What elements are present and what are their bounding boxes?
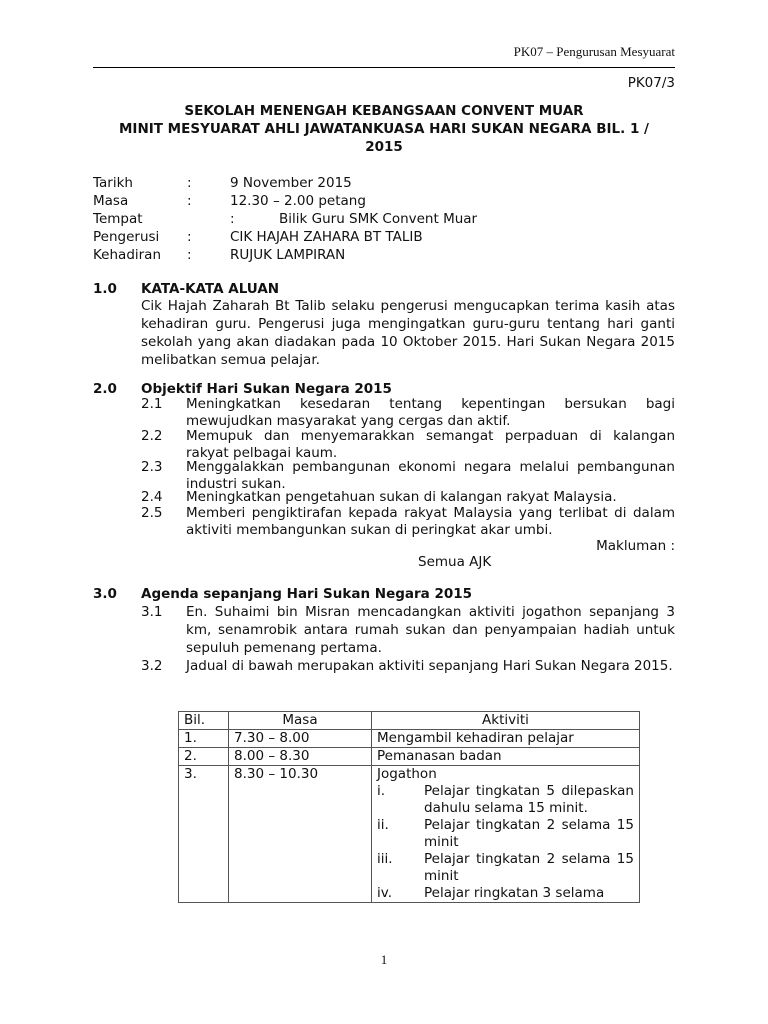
table-cell-masa: 8.30 – 10.30 [229,766,372,903]
list-item-text: Pelajar ringkatan 3 selama [424,885,605,901]
list-item-text: Pelajar tingkatan 2 selama 15 minit [424,851,634,884]
item-number: 2.3 [141,459,163,475]
table-cell-bil: 1. [179,730,229,748]
table-header-cell: Aktiviti [372,712,640,730]
meta-label: Kehadiran [93,247,162,263]
semua-ajk-label: Semua AJK [418,554,492,570]
item-number: 3.2 [141,658,163,674]
meta-row-tarikh [93,174,693,192]
list-item-text: Pelajar tingkatan 2 selama 15 minit [424,817,634,850]
meta-colon: : [187,229,192,245]
section-number: 3.0 [93,586,117,602]
meta-label: Tarikh [93,175,133,191]
section-1-text: Cik Hajah Zaharah Bt Talib selaku pengerusi mengucapkan terima kasih atas kehadiran guru. Pengerusi juga mengingatkan guru-guru tentang hari ganti sekolah yang akan diadakan pada 10 Oktober 2015. Hari Sukan Negara 2015 melibatkan semua pelajar. [141,298,675,368]
table-cell-aktiviti: Pemanasan badan [372,748,640,766]
makluman-label: Makluman : [596,538,675,554]
item-text: En. Suhaimi bin Misran mencadangkan aktiviti jogathon sepanjang 3 km, senamrobik antara rumah sukan dan penyampaian hadiah untuk sepuluh pemenang pertama. [186,604,675,656]
table-row [179,748,640,766]
item-number: 2.5 [141,505,163,521]
roman-numeral: i. [377,783,386,799]
meta-colon: : [187,175,192,191]
meeting-details [93,174,693,264]
table-header-row [179,712,640,730]
section-number: 2.0 [93,381,117,397]
section-title: Agenda sepanjang Hari Sukan Negara 2015 [141,586,473,602]
table-cell-bil: 3. [179,766,229,903]
item-text: Meningkatkan kesedaran tentang kepentingan bersukan bagi mewujudkan masyarakat yang cergas dan aktif. [186,396,675,429]
list-item [377,817,634,851]
meta-row-masa [93,192,693,210]
table-cell-aktiviti: Mengambil kehadiran pelajar [372,730,640,748]
meta-row-kehadiran [93,246,693,264]
activity-sublist [377,783,634,902]
item-text: Jadual di bawah merupakan aktiviti sepanjang Hari Sukan Negara 2015. [186,658,673,674]
list-item [377,885,634,902]
activity-schedule-table [178,711,640,903]
title-school: SEKOLAH MENENGAH KEBANGSAAN CONVENT MUAR [184,103,584,119]
title-year: 2015 [365,139,403,155]
meta-colon: : [187,193,192,209]
table-row [179,730,640,748]
meta-colon: : [230,211,235,227]
section-title: Objektif Hari Sukan Negara 2015 [141,381,392,397]
document-header-label: PK07 – Pengurusan Mesyuarat [513,44,675,59]
roman-numeral: iii. [377,851,393,867]
list-item [377,851,634,885]
item-text: Memberi pengiktirafan kepada rakyat Malaysia yang terlibat di dalam aktiviti membangunkan sukan di peringkat akar umbi. [186,505,675,538]
list-item [377,783,634,817]
table-header-cell: Masa [229,712,372,730]
item-text: Meningkatkan pengetahuan sukan di kalangan rakyat Malaysia. [186,489,617,505]
header-divider [93,67,675,68]
meta-row-pengerusi [93,228,693,246]
page-number: 1 [380,952,388,967]
table-cell-masa: 7.30 – 8.00 [229,730,372,748]
meta-value: 9 November 2015 [230,175,352,191]
title-minutes: MINIT MESYUARAT AHLI JAWATANKUASA HARI SUKAN NEGARA BIL. 1 / [119,121,649,137]
item-number: 2.1 [141,396,163,412]
meta-value: CIK HAJAH ZAHARA BT TALIB [230,229,423,245]
meta-label: Tempat [93,211,143,227]
table-row [179,766,640,903]
meta-value: RUJUK LAMPIRAN [230,247,346,263]
table-cell-aktiviti [372,766,640,903]
section-title: KATA-KATA ALUAN [141,281,280,297]
roman-numeral: ii. [377,817,389,833]
table-header-cell: Bil. [179,712,229,730]
table-cell-masa: 8.00 – 8.30 [229,748,372,766]
meta-colon: : [187,247,192,263]
section-number: 1.0 [93,281,117,297]
table-cell-bil: 2. [179,748,229,766]
meta-label: Pengerusi [93,229,160,245]
reference-code: PK07/3 [627,75,675,91]
meta-value: Bilik Guru SMK Convent Muar [279,211,478,227]
item-text: Memupuk dan menyemarakkan semangat perpaduan di kalangan rakyat pelbagai kaum. [186,428,675,461]
activity-title: Jogathon [377,766,437,782]
item-text: Menggalakkan pembangunan ekonomi negara melalui pembangunan industri sukan. [186,459,675,492]
item-number: 3.1 [141,604,163,620]
meta-row-tempat [93,210,693,228]
item-number: 2.4 [141,489,163,505]
meta-label: Masa [93,193,129,209]
list-item-text: Pelajar tingkatan 5 dilepaskan dahulu selama 15 minit. [424,783,634,816]
meta-value: 12.30 – 2.00 petang [230,193,366,209]
item-number: 2.2 [141,428,163,444]
roman-numeral: iv. [377,885,392,901]
